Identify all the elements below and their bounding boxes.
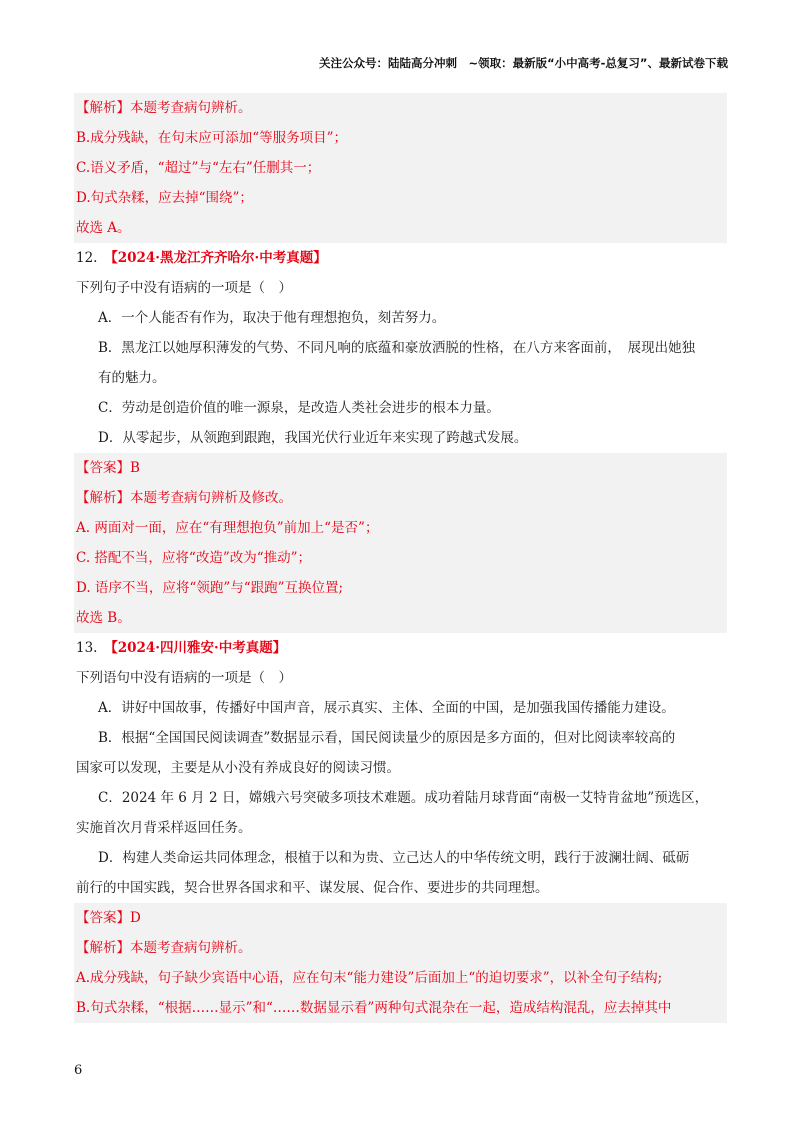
analysis-point: B.句式杂糅，“根据……显示”和“……数据显示看”两种句式混杂在一起，造成结构混乱，应去掉其中 [76, 1000, 672, 1016]
option-a: A．一个人能否有作为，取决于他有理想抱负，刻苦努力。 [98, 310, 446, 326]
question-stem: 下列句子中没有语病的一项是（ ） [76, 280, 292, 296]
question-number: 13. [76, 640, 111, 656]
answer-line [74, 453, 727, 483]
analysis-tag: 【解析】 [76, 100, 130, 116]
option-d: D．从零起步，从领跑到跟跑，我国光伏行业近年来实现了跨越式发展。 [98, 430, 528, 446]
question-12 [74, 243, 727, 453]
page-content [74, 93, 727, 1023]
answer-line [74, 903, 727, 933]
analysis-choice: 故选 A。 [76, 220, 131, 236]
option-b-continued: 有的魅力。 [98, 370, 166, 386]
option-c: C．2024 年 6 月 2 日，嫦娥六号突破多项技术难题。成功着陆月球背面“南极一艾特肯盆地”预选区， [98, 790, 709, 806]
option-b: B．根据“全国国民阅读调查”数据显示看，国民阅读量少的原因是多方面的，但对比阅读率较高的 [98, 730, 676, 746]
analysis-block-q11 [74, 93, 727, 243]
question-13 [74, 633, 727, 903]
answer-value: D [130, 910, 141, 926]
page-number: 6 [74, 1063, 83, 1078]
analysis-point: C.语义矛盾，“超过”与“左右”任删其一； [76, 160, 321, 176]
analysis-summary: 本题考查病句辨析。 [130, 940, 252, 956]
option-c-continued: 实施首次月背采样返回任务。 [76, 820, 252, 836]
analysis-tag: 【解析】 [76, 940, 130, 956]
answer-value: B [130, 460, 140, 476]
analysis-summary: 本题考查病句辨析。 [130, 100, 252, 116]
option-a: A．讲好中国故事，传播好中国声音，展示真实、主体、全面的中国，是加强我国传播能力建设。 [98, 700, 675, 716]
analysis-point: D. 语序不当，应将“领跑”与“跟跑”互换位置; [76, 580, 344, 596]
answer-tag: 【答案】 [76, 460, 130, 476]
question-stem: 下列语句中没有语病的一项是（ ） [76, 670, 292, 686]
analysis-point: D.句式杂糅，应去掉“围绕”； [76, 190, 253, 206]
answer-tag: 【答案】 [76, 910, 130, 926]
analysis-summary: 本题考查病句辨析及修改。 [130, 490, 292, 506]
analysis-tag: 【解析】 [76, 490, 130, 506]
option-d: D．构建人类命运共同体理念，根植于以和为贵、立己达人的中华传统文明，践行于波澜壮阔、砥砺 [98, 850, 690, 866]
analysis-point: C. 搭配不当，应将“改造”改为“推动”； [76, 550, 312, 566]
question-source: 【2024·四川雅安·中考真题】 [110, 640, 287, 656]
analysis-line [74, 93, 727, 123]
analysis-line [74, 933, 727, 963]
analysis-point: A. 两面对一面，应在“有理想抱负”前加上“是否”； [76, 520, 379, 536]
analysis-point: B.成分残缺，在句末应可添加“等服务项目”； [76, 130, 348, 146]
analysis-line [74, 483, 727, 513]
option-c: C．劳动是创造价值的唯一源泉，是改造人类社会进步的根本力量。 [98, 400, 500, 416]
question-title [74, 243, 727, 273]
answer-block-q12 [74, 453, 727, 633]
question-title [74, 633, 727, 663]
option-b: B．黑龙江以她厚积薄发的气势、不同凡响的底蕴和豪放洒脱的性格，在八方来客面前， 展现出她独 [98, 340, 696, 356]
question-source: 【2024·黑龙江齐齐哈尔·中考真题】 [110, 250, 327, 266]
analysis-choice: 故选 B。 [76, 610, 131, 626]
analysis-point: A.成分残缺，句子缺少宾语中心语，应在句末“能力建设”后面加上“的迫切要求”，以补全句子结构; [76, 970, 663, 986]
answer-block-q13 [74, 903, 727, 1023]
option-b-continued: 国家可以发现，主要是从小没有养成良好的阅读习惯。 [76, 760, 400, 776]
option-d-continued: 前行的中国实践，契合世界各国求和平、谋发展、促合作、要进步的共同理想。 [76, 880, 549, 896]
page-header: 关注公众号：陆陆高分冲刺 ~领取：最新版“小中高考-总复习”、最新试卷下载 [318, 56, 728, 70]
question-number: 12. [76, 250, 111, 266]
